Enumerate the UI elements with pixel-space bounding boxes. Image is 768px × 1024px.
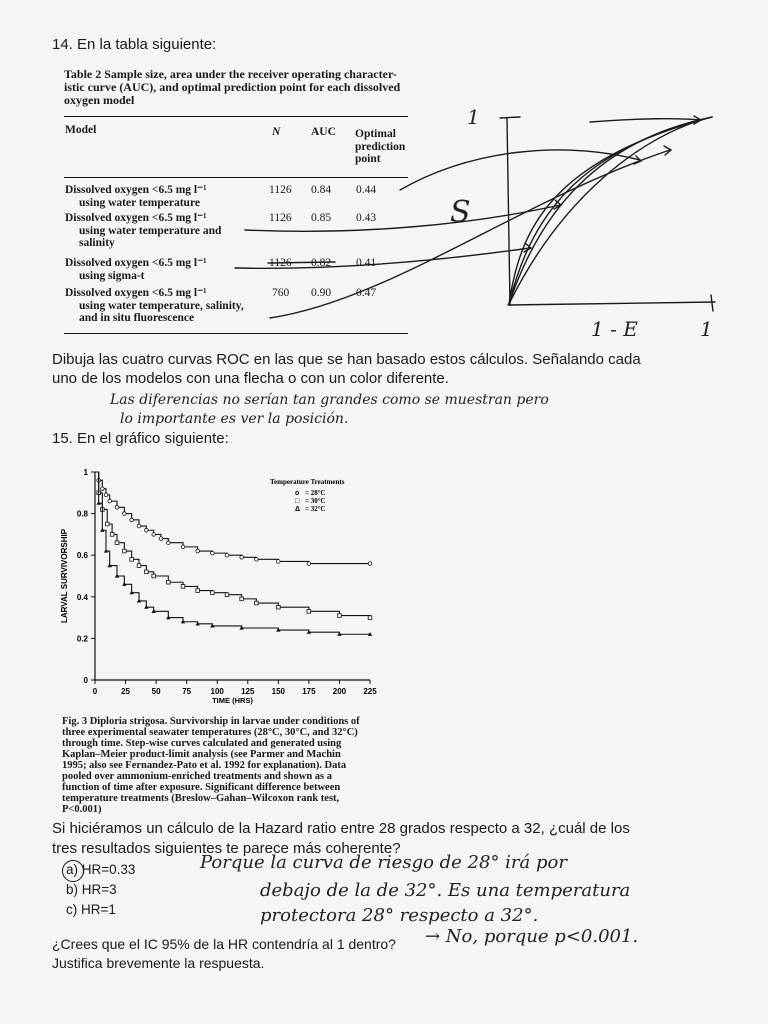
point-30c [196,589,200,593]
option-a[interactable]: a) HR=0.33 [66,862,136,877]
legend-symbol: □ [295,498,300,505]
point-30c [152,574,156,578]
point-28c [240,555,244,559]
roc-x-axis-end-tick [711,295,713,311]
instruction-line-2: uno de los modelos con una flecha o con un color diferente. [52,370,449,387]
roc-curve [509,117,712,304]
point-28c [307,562,311,566]
point-30c [225,593,229,597]
handwritten-answer-1: Porque la curva de riesgo de 28° irá por [200,852,567,873]
y-tick-label: 0.4 [76,592,88,602]
point-30c [110,533,114,537]
table-row: Dissolved oxygen <6.5 mg l⁻¹ using sigma-t [65,257,207,282]
roc-y-axis [507,118,510,305]
point-30c [307,610,311,614]
chart-series [95,472,372,636]
row-4-auc: 0.90 [311,287,332,299]
option-b[interactable]: b) HR=3 [66,882,117,897]
legend-symbol: Δ [295,506,301,513]
point-30c [167,580,171,584]
y-tick-label: 0.6 [76,551,88,561]
arrow-row-4 [270,150,670,318]
point-28c [196,549,200,553]
handwritten-note-1: Las diferencias no serían tan grandes como se muestran pero [110,392,549,408]
row-2-opt: 0.43 [356,212,377,224]
justify-instruction: Justifica brevemente la respuesta. [52,955,265,971]
point-28c [101,487,105,491]
point-30c [137,564,141,568]
header-n: N [272,126,281,138]
x-tick-label: 0 [92,687,98,696]
x-tick-label: 100 [210,687,224,696]
header-optimal: Optimal prediction point [355,128,406,165]
point-28c [137,524,141,528]
handwritten-ic-answer: → No, porque p<0.001. [425,926,639,947]
legend-title: Temperature Treatments [270,478,345,486]
point-30c [115,541,119,545]
roc-curve [509,117,712,304]
handwritten-answer-2: debajo de la de 32°. Es una temperatura [260,880,631,901]
point-28c [277,560,281,564]
y-tick-label: 0 [83,676,88,685]
table-caption: Table 2 Sample size, area under the receiver operating character- istic curve (AUC), and optimal prediction point for each dissolved oxygen model [64,67,401,107]
row-2-n: 1126 [269,212,292,224]
legend-label: = 28°C [305,489,326,497]
row-1-n: 1126 [269,184,292,196]
point-30c [338,614,342,618]
header-model: Model [65,124,97,136]
strike-row-3 [268,262,335,263]
point-28c [255,558,259,562]
x-tick-label: 200 [332,687,347,696]
hand-s-mark: S [450,195,471,230]
option-c[interactable]: c) HR=1 [66,902,116,917]
row-4-n: 760 [272,287,290,299]
roc-x-axis [508,302,715,305]
survivorship-chart [40,460,380,710]
point-28c [368,562,372,566]
roc-curve [509,117,712,304]
row-4-opt: 0.47 [356,287,377,299]
x-tick-label: 125 [241,687,255,696]
point-30c [145,570,149,574]
x-tick-label: 150 [271,687,286,696]
point-28c [104,493,108,497]
roc-curve [509,117,712,304]
table-row: Dissolved oxygen <6.5 mg l⁻¹ using water temperature [65,184,207,209]
hr-question-line-1: Si hiciéramos un cálculo de la Hazard ratio entre 28 grados respecto a 32, ¿cuál de los [52,820,630,837]
hr-question-line-2: tres resultados siguientes te parece más coherente? [52,840,401,857]
point-28c [115,506,119,510]
ic-question: ¿Crees que el IC 95% de la HR contendría al 1 dentro? [52,936,396,952]
arrow-row-3 [235,248,530,268]
handwritten-answer-3: protectora 28° respecto a 32°. [260,905,539,926]
handwritten-note-2: lo importante es ver la posición. [120,411,349,427]
roc-x-axis-one: 1 [700,317,713,341]
point-30c [105,522,109,526]
row-1-opt: 0.44 [356,184,377,196]
y-tick-label: 1 [83,468,88,477]
x-tick-label: 25 [121,687,131,696]
arrow-top [590,119,700,122]
point-30c [181,585,185,589]
roc-y-axis-top-tick [500,117,520,118]
survival-curve-series-3 [95,472,370,634]
question-15-title: 15. En el gráfico siguiente: [52,430,229,447]
point-30c [368,616,372,620]
point-28c [167,541,171,545]
y-tick-label: 0.2 [76,634,88,644]
x-tick-label: 175 [302,687,316,696]
roc-y-axis-label: 1 [467,105,480,129]
x-tick-label: 50 [151,687,161,696]
row-3-auc: 0.82 [311,257,332,269]
point-30c [211,591,215,595]
legend-label: = 30°C [305,497,326,505]
legend-label: = 32°C [305,505,326,513]
arrow-row-1 [400,150,640,190]
point-28c [123,512,127,516]
point-28c [211,551,215,555]
chart-legend [270,478,345,513]
point-28c [145,528,149,532]
row-3-n: 1126 [269,257,292,269]
x-tick-label: 225 [363,687,377,696]
point-28c [181,545,185,549]
table-row: Dissolved oxygen <6.5 mg l⁻¹ using water temperature and salinity [65,212,222,249]
question-14-title: 14. En la tabla siguiente: [52,36,217,53]
row-3-opt: 0.41 [356,257,377,269]
table-row: Dissolved oxygen <6.5 mg l⁻¹ using water temperature, salinity, and in situ fluorescence [65,287,244,324]
chart-axes [60,468,377,705]
row-2-auc: 0.85 [311,212,332,224]
legend-symbol: o [295,490,300,497]
point-28c [130,518,134,522]
y-axis-label: LARVAL SURVIVORSHIP [60,528,69,624]
point-30c [277,605,281,609]
point-30c [130,558,134,562]
point-30c [123,549,127,553]
x-tick-label: 75 [182,687,192,696]
point-28c [152,533,156,537]
point-28c [159,537,163,541]
point-28c [108,499,112,503]
header-auc: AUC [311,126,336,138]
point-28c [225,553,229,557]
row-1-auc: 0.84 [311,184,332,196]
roc-x-axis-label: 1 - E [591,317,638,341]
x-axis-label: TIME (HRS) [212,696,253,705]
point-30c [255,601,259,605]
instruction-line-1: Dibuja las cuatro curvas ROC en las que se han basado estos cálculos. Señalando cada [52,351,641,368]
point-30c [240,597,244,601]
survival-curve-series-2 [95,472,370,618]
y-tick-label: 0.8 [76,509,88,519]
figure-caption: Fig. 3 Diploria strigosa. Survivorship in larvae under conditions of three experimental seawater temperatures (28°C, 30°C, and 32°C) through time. Step-wise curves calculated and generated using Kaplan–Meier product-limit analysis (see Parmer and Machin 1995; also see Fernandez-Pato et al. 1992 for explanation). Data pooled over ammonium-enriched treatments and shown as a function of time after exposure. Significant difference between temperature treatments (Breslow–Gahan–Wilcoxon rank test, P<0.001) [62,716,360,815]
